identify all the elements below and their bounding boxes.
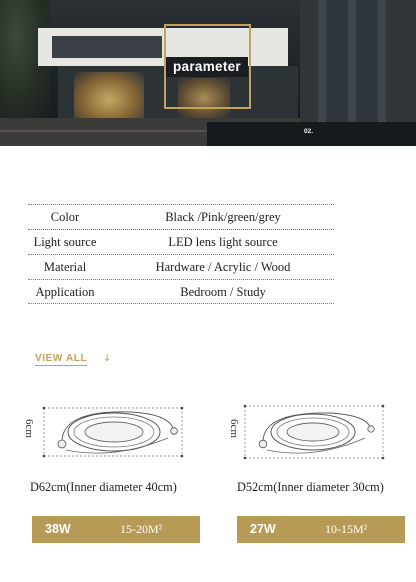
product-card-38w bbox=[22, 398, 197, 548]
spec-table bbox=[28, 204, 334, 304]
spec-row-color bbox=[28, 204, 334, 229]
building-light bbox=[74, 72, 144, 118]
wattage: 27W bbox=[250, 522, 276, 536]
power-spec-bar bbox=[237, 516, 405, 543]
page-title: parameter bbox=[166, 57, 248, 77]
view-all-link[interactable]: VIEW ALL bbox=[35, 353, 88, 364]
spec-label: Light source bbox=[33, 235, 97, 249]
height-dimension: 6cm bbox=[228, 419, 240, 438]
spec-row-material bbox=[28, 254, 334, 279]
spec-label: Material bbox=[43, 260, 87, 274]
spec-value: Black /Pink/green/grey bbox=[165, 210, 281, 224]
spec-value: LED lens light source bbox=[168, 235, 278, 249]
building-window bbox=[52, 36, 162, 58]
page-number: 02. bbox=[304, 128, 314, 135]
spec-value: Hardware / Acrylic / Wood bbox=[155, 260, 291, 274]
hero-banner bbox=[0, 0, 416, 146]
ceiling-light-diagram bbox=[22, 398, 197, 468]
coverage-area: 10-15M² bbox=[325, 522, 368, 536]
product-card-27w bbox=[225, 398, 400, 548]
arrow-down-icon: ↓ bbox=[103, 353, 112, 364]
wattage: 38W bbox=[45, 522, 71, 536]
spec-label: Application bbox=[35, 285, 95, 299]
spec-label: Color bbox=[50, 210, 80, 224]
height-dimension: 6cm bbox=[23, 419, 35, 438]
power-spec-bar bbox=[32, 516, 200, 543]
spec-row-application bbox=[28, 279, 334, 304]
spec-row-light-source bbox=[28, 229, 334, 254]
size-caption: D52cm(Inner diameter 30cm) bbox=[237, 480, 384, 494]
spec-value: Bedroom / Study bbox=[180, 285, 266, 299]
coverage-area: 15-20M² bbox=[120, 522, 163, 536]
ceiling-light-diagram bbox=[225, 398, 400, 468]
size-caption: D62cm(Inner diameter 40cm) bbox=[30, 480, 177, 494]
